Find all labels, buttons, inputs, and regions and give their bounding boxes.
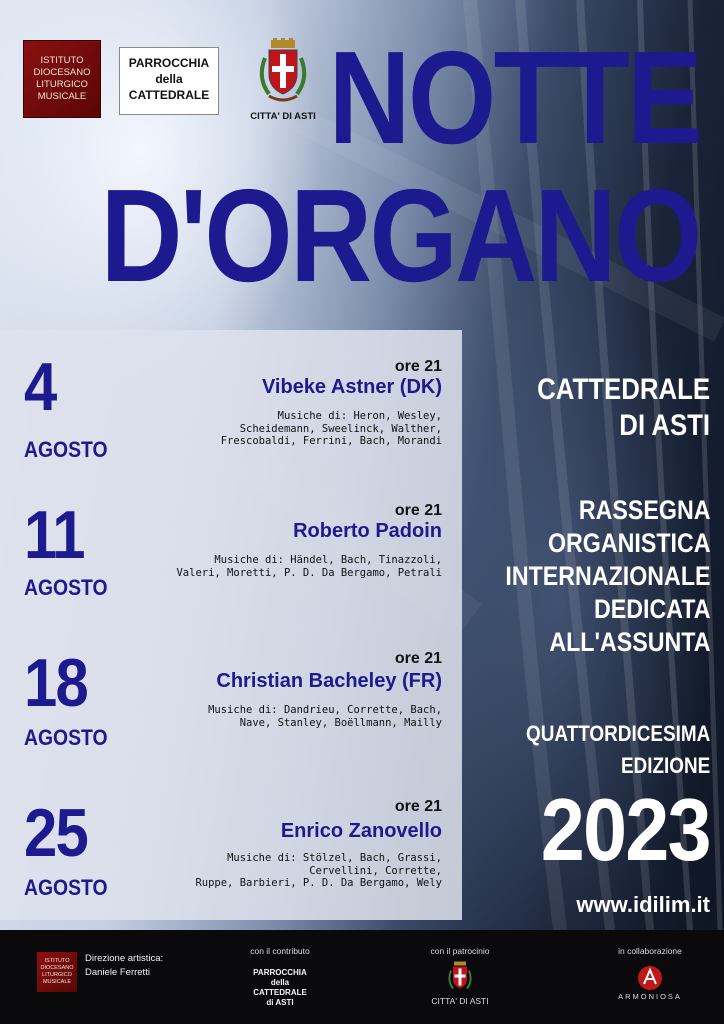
event-month: AGOSTO [24,575,108,600]
venue: CATTEDRALE DI ASTI [537,373,710,442]
event-3 [0,640,462,790]
footer [0,930,724,1024]
patronage: con il patrocinio CITTA' DI ASTI [430,946,490,1006]
idilim-logo: ISTITUTO DIOCESANO LITURGICO MUSICALE [23,40,101,118]
event-time: ore 21 [394,358,442,375]
event-program: Musiche di: Stölzel, Bach, Grassi, Cervellini, Corrette, Ruppe, Barbieri, P. D. Da Bergamo, Wely [195,852,442,889]
contribution: con il contributo PARROCCHIA della CATTEDRALE di ASTI [225,946,335,1008]
event-day: 4 [24,349,56,425]
event-day: 18 [24,645,88,721]
footer-idilim-logo: ISTITUTO DIOCESANO LITURGICO MUSICALE [37,952,77,992]
title-line-2: D'ORGANO [100,162,700,309]
event-day: 11 [24,497,84,573]
event-1 [0,340,462,490]
collaboration: in collaborazione ARMONIOSA [618,946,682,1001]
asti-crest-icon [255,38,311,104]
event-month: AGOSTO [24,437,108,462]
schedule-panel [0,330,462,920]
event-2 [0,490,462,640]
title-line-1: NOTTE [328,24,700,171]
parrocchia-logo: PARROCCHIA della CATTEDRALE [119,47,219,115]
year: 2023 [541,780,710,879]
event-month: AGOSTO [24,725,108,750]
event-time: ore 21 [394,798,442,815]
event-performer: Vibeke Astner (DK) [261,376,442,398]
website-link[interactable]: www.idilim.it [576,892,710,917]
event-4 [0,790,462,940]
event-program: Musiche di: Heron, Wesley, Scheidemann, Sweelinck, Walther, Frescobaldi, Ferrini, Bach, Morandi [220,410,442,447]
artistic-direction: Direzione artistica: Daniele Ferretti [85,953,164,978]
edition: QUATTORDICESIMA EDIZIONE [525,721,710,778]
citta-caption: CITTA' DI ASTI [250,111,316,122]
event-performer: Christian Bacheley (FR) [216,670,442,692]
event-program: Musiche di: Händel, Bach, Tinazzoli, Valeri, Moretti, P. D. Da Bergamo, Petrali [176,554,442,579]
event-performer: Roberto Padoin [293,520,442,542]
event-time: ore 21 [394,502,442,519]
event-day: 25 [24,795,88,871]
festival-description: RASSEGNA ORGANISTICA INTERNAZIONALE DEDICATA ALL'ASSUNTA [504,495,710,657]
event-time: ore 21 [394,650,442,667]
armoniosa-logo-icon [636,964,664,992]
event-performer: Enrico Zanovello [280,820,442,842]
asti-crest-icon [446,960,474,994]
event-month: AGOSTO [24,875,108,900]
contribution-logo: PARROCCHIA della CATTEDRALE di ASTI [253,968,307,1007]
event-program: Musiche di: Dandrieu, Corrette, Bach, Nave, Stanley, Boëllmann, Mailly [208,704,442,729]
citta-di-asti-logo [240,38,326,122]
